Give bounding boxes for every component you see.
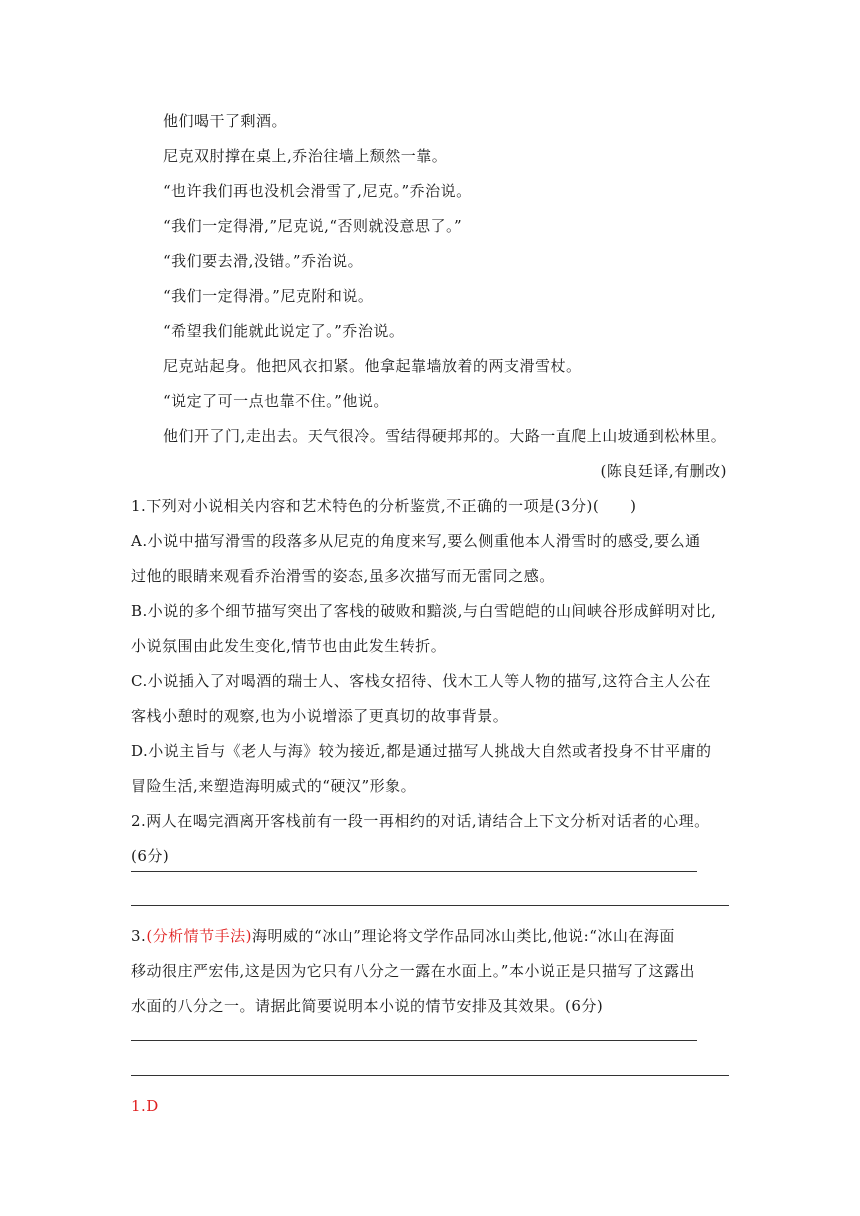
option-d: 冒险生活,来塑造海明威式的“硬汉”形象。 — [131, 777, 417, 795]
story-paragraph: “说定了可一点也靠不住。”他说。 — [163, 392, 389, 410]
question-1-stem: 1.下列对小说相关内容和艺术特色的分析鉴赏,不正确的一项是(3分)( ) — [131, 497, 637, 515]
question-3-text: 移动很庄严宏伟,这是因为它只有八分之一露在水面上。”本小说正是只描写了这露出 — [131, 962, 695, 980]
option-d: D.小说主旨与《老人与海》较为接近,都是通过描写人挑战大自然或者投身不甘平庸的 — [131, 742, 712, 760]
story-paragraph: “我们要去滑,没错。”乔治说。 — [163, 252, 364, 270]
question-3-text: 海明威的“冰山”理论将文学作品同冰山类比,他说:“冰山在海面 — [252, 927, 675, 945]
story-paragraph: “我们一定得滑。”尼克附和说。 — [163, 287, 374, 305]
question-3-text: 水面的八分之一。请据此简要说明本小说的情节安排及其效果。(6分) — [131, 997, 604, 1015]
story-paragraph: 他们开了门,走出去。天气很冷。雪结得硬邦邦的。大路一直爬上山坡通到松林里。 — [163, 427, 727, 445]
story-paragraph: 他们喝干了剩酒。 — [163, 112, 288, 130]
option-b: B.小说的多个细节描写突出了客栈的破败和黯淡,与白雪皑皑的山间峡谷形成鲜明对比, — [131, 602, 717, 620]
question-3-first-line — [131, 926, 675, 946]
translation-source: (陈良廷译,有删改) — [600, 462, 727, 480]
option-a: 过他的眼睛来观看乔治滑雪的姿态,虽多次描写而无雷同之感。 — [131, 567, 555, 585]
story-paragraph: “也许我们再也没机会滑雪了,尼克。”乔治说。 — [163, 182, 472, 200]
answer-key: 1.D — [131, 1097, 159, 1115]
answer-line — [131, 1075, 729, 1076]
story-paragraph: 尼克站起身。他把风衣扣紧。他拿起靠墙放着的两支滑雪杖。 — [163, 357, 582, 375]
option-c: C.小说插入了对喝酒的瑞士人、客栈女招待、伐木工人等人物的描写,这符合主人公在 — [131, 672, 711, 690]
question-2-stem: 2.两人在喝完酒离开客栈前有一段一再相约的对话,请结合上下文分析对话者的心理。 — [131, 812, 710, 830]
question-3-number: 3. — [131, 927, 147, 945]
question-3-hint: (分析情节手法) — [146, 927, 253, 945]
option-c: 客栈小憩时的观察,也为小说增添了更真切的故事背景。 — [131, 707, 509, 725]
answer-line — [131, 871, 697, 872]
question-2-score: (6分) — [131, 847, 170, 865]
story-paragraph: “我们一定得滑,”尼克说,“否则就没意思了。” — [163, 217, 463, 235]
answer-line — [131, 905, 729, 906]
story-paragraph: 尼克双肘撑在桌上,乔治往墙上颓然一靠。 — [163, 147, 448, 165]
story-paragraph: “希望我们能就此说定了。”乔治说。 — [163, 322, 405, 340]
answer-line — [131, 1040, 697, 1041]
option-b: 小说氛围由此发生变化,情节也由此发生转折。 — [131, 637, 447, 655]
option-a: A.小说中描写滑雪的段落多从尼克的角度来写,要么侧重他本人滑雪时的感受,要么通 — [131, 532, 701, 550]
